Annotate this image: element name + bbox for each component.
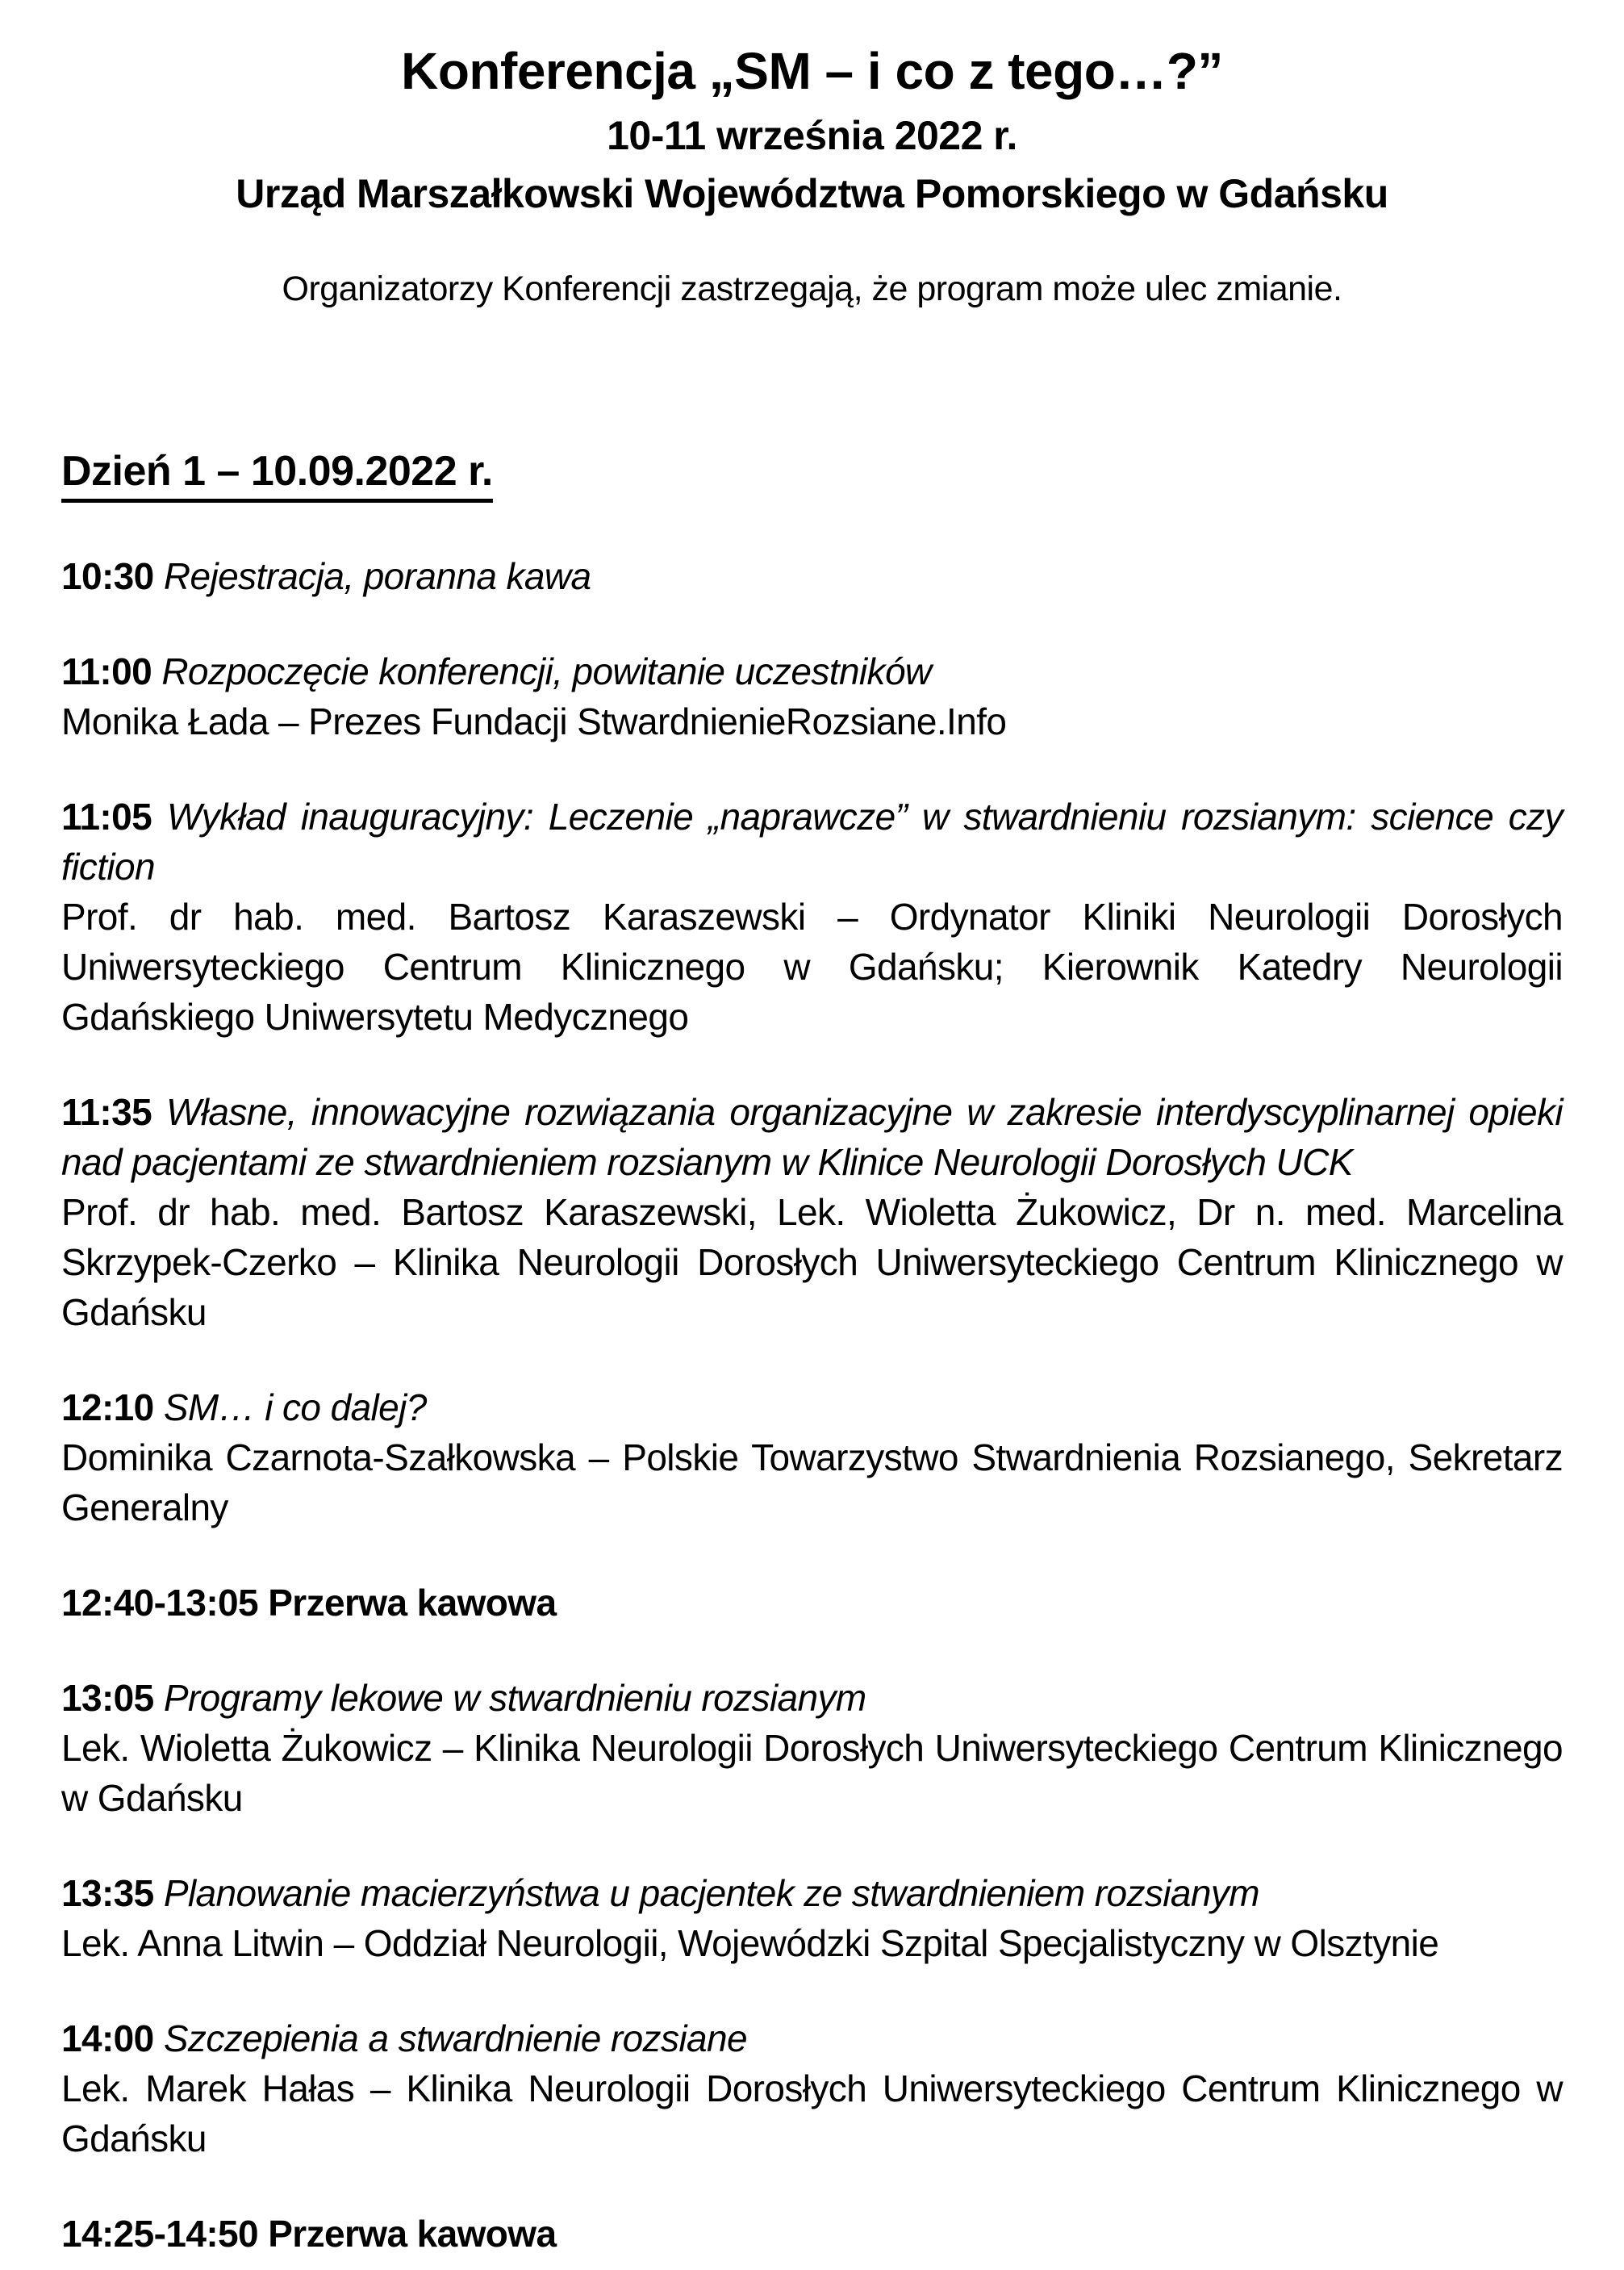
session-title: Własne, innowacyjne rozwiązania organizacyjne w zakresie interdyscyplinarnej opieki nad pacjentami ze stwardnieniem rozsianym w Klinice Neurologii Dorosłych UCK bbox=[61, 1091, 1563, 1183]
session-title-line bbox=[61, 551, 1563, 601]
session-title-line bbox=[61, 646, 1563, 696]
session-time: 10:30 bbox=[61, 555, 154, 597]
break-line bbox=[61, 1578, 1563, 1628]
session-time: 11:05 bbox=[61, 796, 152, 838]
day-heading: Dzień 1 – 10.09.2022 r. bbox=[61, 448, 493, 503]
break-label: Przerwa kawowa bbox=[268, 1582, 557, 1624]
session-title-line bbox=[61, 1382, 1563, 1432]
session-title-line bbox=[61, 1087, 1563, 1187]
session-title-line bbox=[61, 1868, 1563, 1918]
schedule-item bbox=[61, 1087, 1563, 1337]
session-time: 13:35 bbox=[61, 1872, 154, 1914]
schedule-item bbox=[61, 551, 1563, 601]
program-disclaimer: Organizatorzy Konferencji zastrzegają, że program może ulec zmianie. bbox=[282, 270, 1342, 308]
session-title: Planowanie macierzyństwa u pacjentek ze stwardnieniem rozsianym bbox=[163, 1872, 1260, 1914]
schedule-item bbox=[61, 1673, 1563, 1823]
break-time: 14:25-14:50 bbox=[61, 2213, 259, 2255]
schedule-item bbox=[61, 646, 1563, 746]
session-time: 14:00 bbox=[61, 2017, 154, 2059]
session-title-line bbox=[61, 2013, 1563, 2063]
conference-venue: Urząd Marszałkowski Województwa Pomorskiego w Gdańsku bbox=[236, 171, 1388, 216]
session-title-line bbox=[61, 792, 1563, 892]
conference-title: Konferencja „SM – i co z tego…?” bbox=[401, 42, 1223, 100]
session-speaker: Prof. dr hab. med. Bartosz Karaszewski – Ordynator Kliniki Neurologii Dorosłych Uniwersyteckiego Centrum Klinicznego w Gdańsku; Kierownik Katedry Neurologii Gdańskiego Uniwersytetu Medycznego bbox=[61, 896, 1563, 1038]
session-title: Wykład inauguracyjny: Leczenie „naprawcze” w stwardnieniu rozsianym: science czy fiction bbox=[61, 796, 1563, 888]
session-time: 13:05 bbox=[61, 1677, 154, 1719]
document-header bbox=[61, 40, 1563, 311]
schedule-break-item bbox=[61, 1578, 1563, 1628]
schedule-item bbox=[61, 2013, 1563, 2163]
session-title: Programy lekowe w stwardnieniu rozsianym bbox=[163, 1677, 866, 1719]
session-speaker: Dominika Czarnota-Szałkowska – Polskie Towarzystwo Stwardnienia Rozsianego, Sekretarz Generalny bbox=[61, 1436, 1563, 1528]
session-speaker: Lek. Marek Hałas – Klinika Neurologii Dorosłych Uniwersyteckiego Centrum Klinicznego w Gdańsku bbox=[61, 2067, 1563, 2159]
session-time: 12:10 bbox=[61, 1386, 154, 1428]
session-speaker: Monika Łada – Prezes Fundacji StwardnienieRozsiane.Info bbox=[61, 700, 1007, 742]
schedule-break-item bbox=[61, 2209, 1563, 2259]
schedule-item bbox=[61, 792, 1563, 1042]
break-line bbox=[61, 2209, 1563, 2259]
session-title: Rozpoczęcie konferencji, powitanie uczestników bbox=[161, 650, 932, 692]
session-speaker: Prof. dr hab. med. Bartosz Karaszewski, Lek. Wioletta Żukowicz, Dr n. med. Marcelina Skrzypek-Czerko – Klinika Neurologii Dorosłych Uniwersyteckiego Centrum Klinicznego w Gdańsku bbox=[61, 1191, 1563, 1333]
conference-date: 10-11 września 2022 r. bbox=[607, 113, 1017, 158]
session-title: SM… i co dalej? bbox=[163, 1386, 427, 1428]
break-time: 12:40-13:05 bbox=[61, 1582, 259, 1624]
day-heading-wrap bbox=[61, 448, 1563, 503]
session-title-line bbox=[61, 1673, 1563, 1723]
session-time: 11:00 bbox=[61, 650, 152, 692]
schedule-item bbox=[61, 1382, 1563, 1532]
schedule-item bbox=[61, 1868, 1563, 1968]
session-time: 11:35 bbox=[61, 1091, 152, 1133]
session-speaker: Lek. Anna Litwin – Oddział Neurologii, Wojewódzki Szpital Specjalistyczny w Olsztynie bbox=[61, 1922, 1439, 1964]
session-title: Szczepienia a stwardnienie rozsiane bbox=[163, 2017, 747, 2059]
session-title: Rejestracja, poranna kawa bbox=[163, 555, 591, 597]
break-label: Przerwa kawowa bbox=[268, 2213, 557, 2255]
session-speaker: Lek. Wioletta Żukowicz – Klinika Neurologii Dorosłych Uniwersyteckiego Centrum Klinicznego w Gdańsku bbox=[61, 1727, 1563, 1819]
